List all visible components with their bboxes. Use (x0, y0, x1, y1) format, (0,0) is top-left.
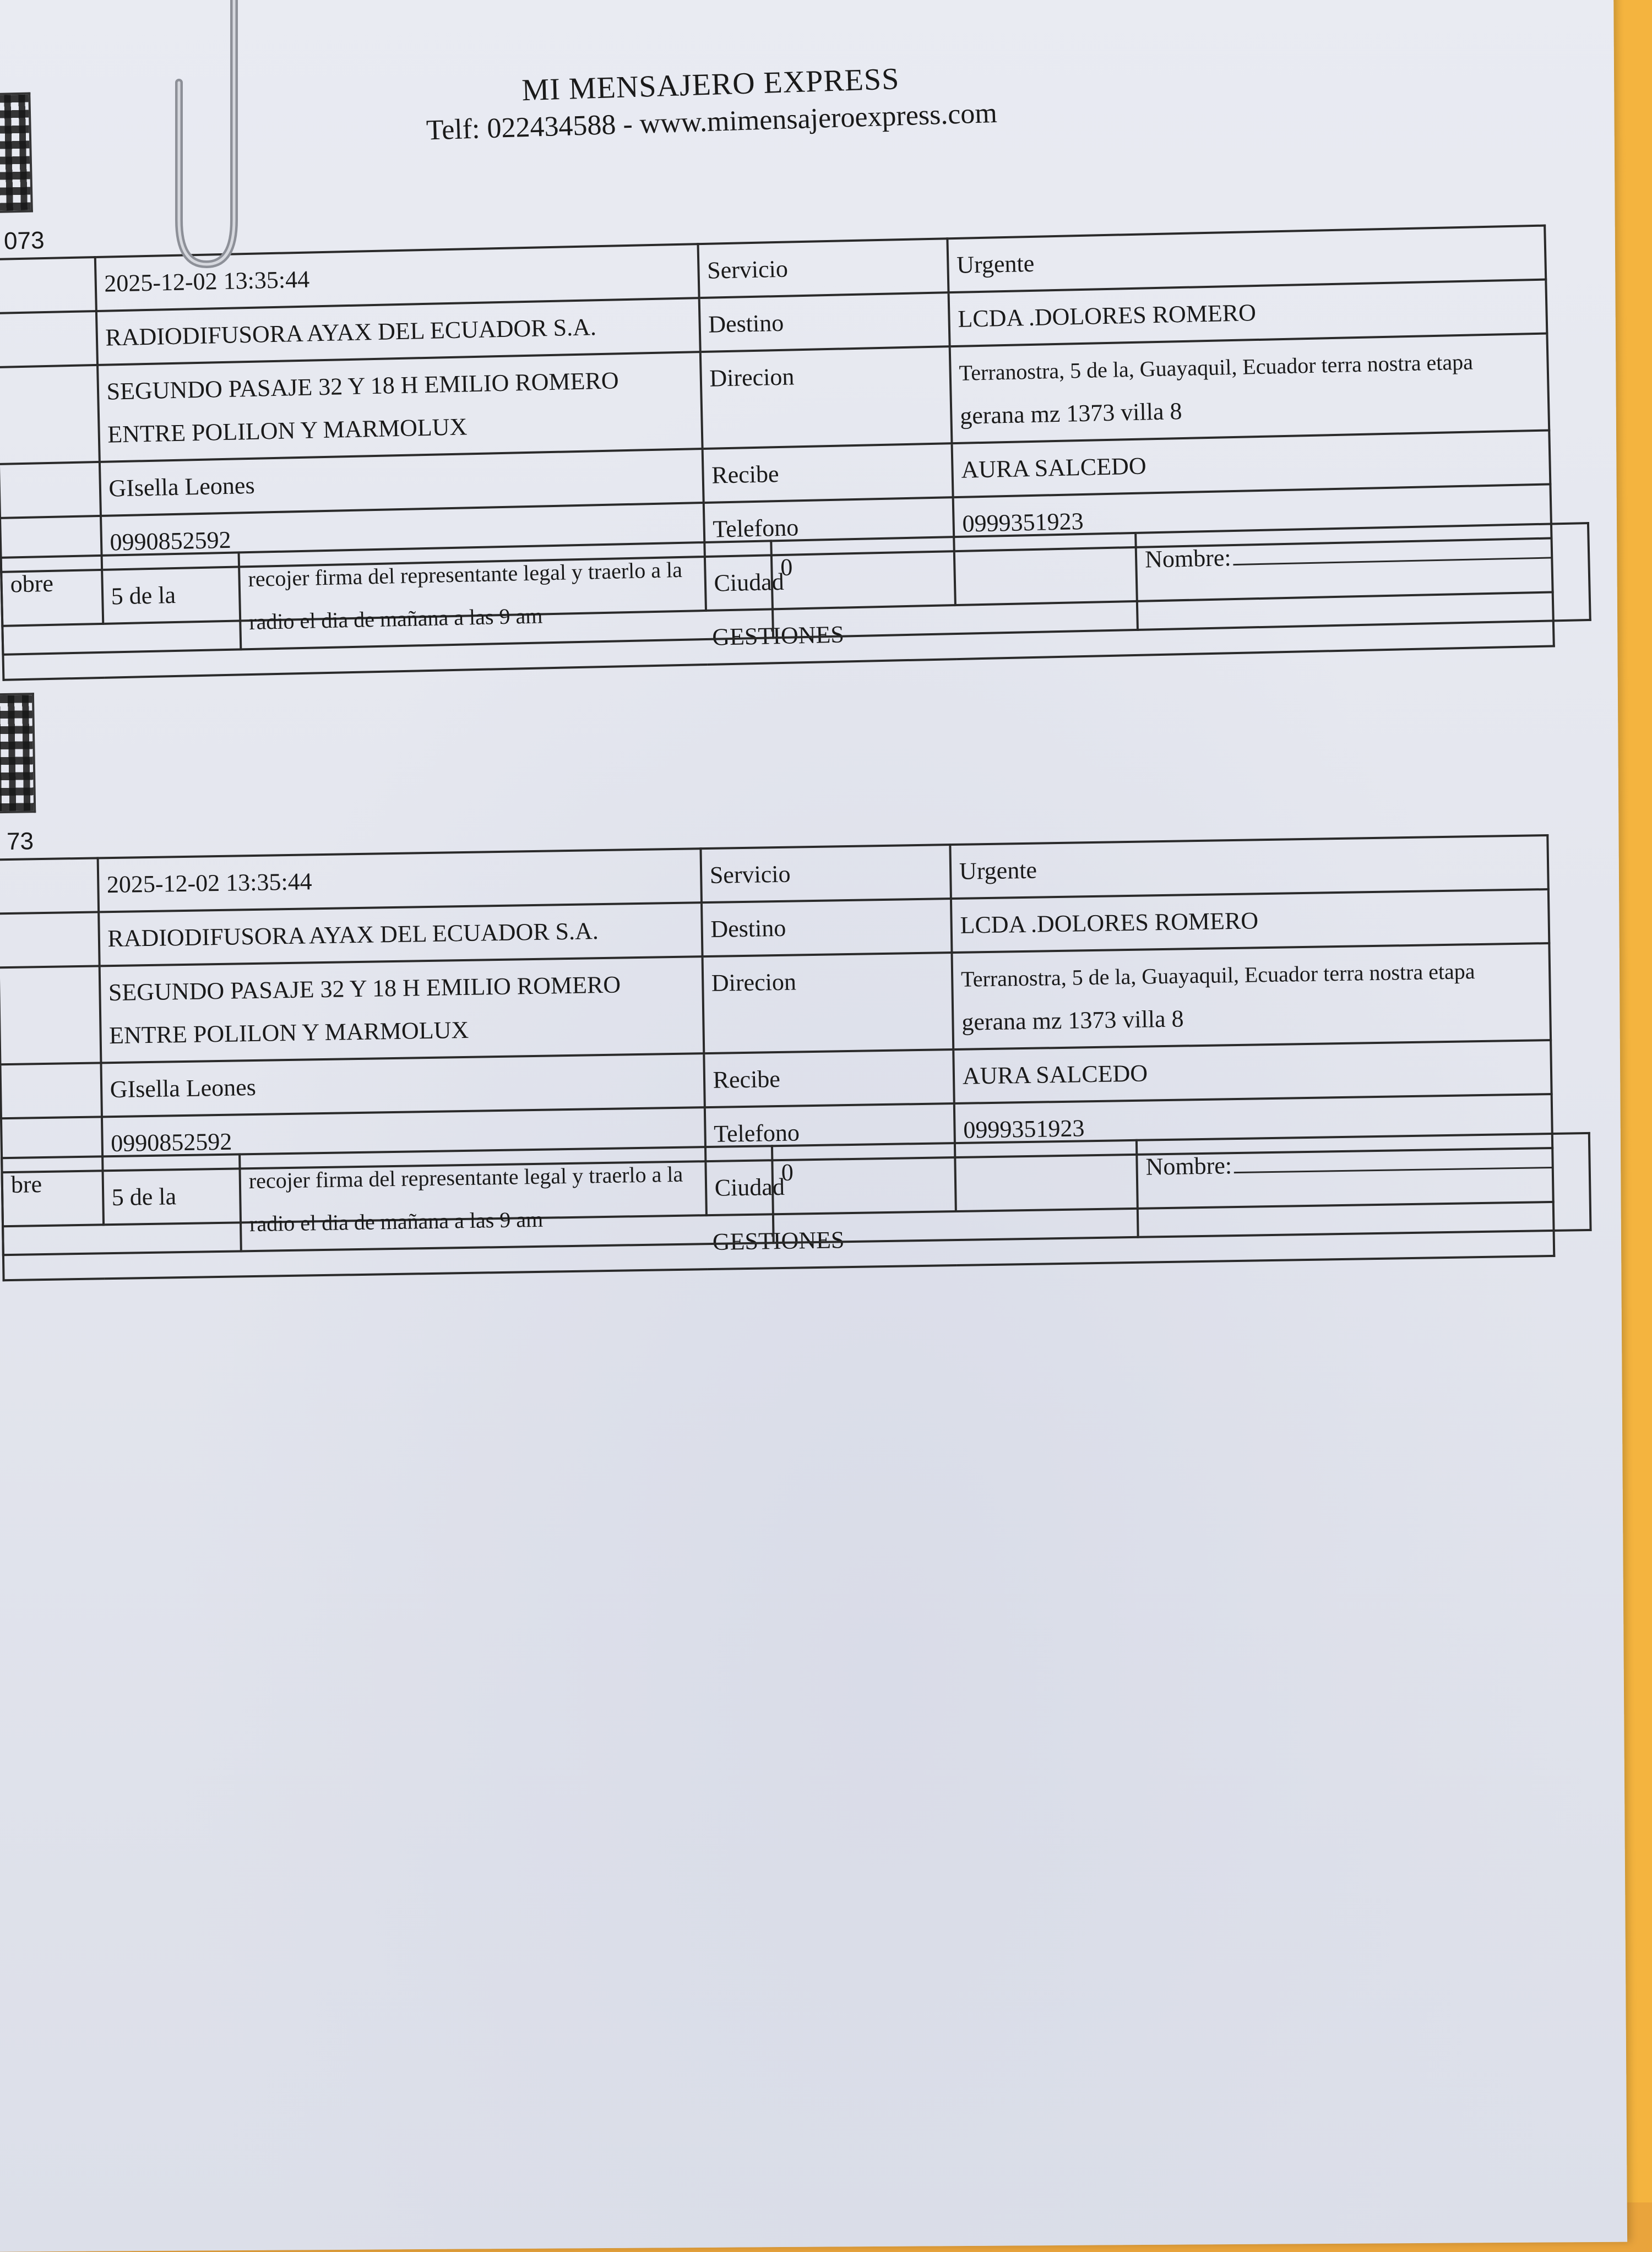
sender-contact: GIsella Leones (99, 449, 703, 516)
recibe-value: AURA SALCEDO (952, 430, 1550, 497)
table-cell (0, 1063, 101, 1118)
sender-address-line-1: SEGUNDO PASAJE 32 Y 18 H EMILIO ROMERO (106, 367, 620, 405)
destino-label: Destino (699, 292, 949, 352)
company-contact: Telf: 022434588 - www.mimensajeroexpress.com (426, 97, 998, 146)
table-cell (0, 462, 101, 518)
sender-address-line-1: SEGUNDO PASAJE 32 Y 18 H EMILIO ROMERO (108, 971, 621, 1007)
sender-name: RADIODIFUSORA AYAX DEL ECUADOR S.A. (96, 298, 700, 365)
gestion-quantity: 0 (771, 533, 1138, 638)
sender-address-line-2: ENTRE POLILON Y MARMOLUX (107, 413, 468, 448)
sender-city: 5 de la (102, 1161, 707, 1225)
sender-city: 5 de la (102, 557, 706, 624)
document-header (352, 56, 1070, 149)
signature-box (1137, 1133, 1591, 1237)
slip-date: 2025-12-02 13:35:44 (97, 848, 702, 912)
table-cell (0, 257, 96, 313)
direccion-value (952, 943, 1551, 1049)
gestion-description-line-1: recojer firma del representante legal y traerlo a la (248, 557, 683, 592)
destino-value: LCDA .DOLORES ROMERO (948, 280, 1547, 347)
direccion-line-2: gerana mz 1373 villa 8 (961, 1005, 1184, 1036)
sender-address-line-2: ENTRE POLILON Y MARMOLUX (108, 1016, 469, 1049)
signature-box (1135, 523, 1590, 630)
qr-code-icon (0, 693, 36, 813)
direccion-line-1: Terranostra, 5 de la, Guayaquil, Ecuador terra nostra etapa (959, 349, 1474, 385)
sender-phone: 0990852592 (101, 1107, 705, 1171)
slip-date: 2025-12-02 13:35:44 (95, 244, 699, 311)
sender-contact: GIsella Leones (101, 1053, 705, 1117)
telefono-label: Telefono (704, 1103, 955, 1161)
telefono-label: Telefono (703, 497, 954, 557)
nombre-label: Nombre: (1144, 544, 1232, 573)
gestion-description-line-1: recojer firma del representante legal y traerlo a la (248, 1161, 683, 1194)
company-name: MI MENSAJERO EXPRESS (521, 62, 900, 108)
destino-value: LCDA .DOLORES ROMERO (951, 889, 1549, 953)
direccion-value (950, 334, 1550, 444)
gestion-description-line-2: radio el dia de mañana a las 9 am (248, 603, 543, 635)
gestion-description-line-2: radio el dia de mañana a las 9 am (249, 1206, 544, 1237)
sender-phone: 0990852592 (101, 503, 705, 570)
nombre-label: Nombre: (1145, 1152, 1232, 1181)
table-cell (0, 912, 99, 967)
direccion-line-1: Terranostra, 5 de la, Guayaquil, Ecuador terra nostra etapa (960, 959, 1475, 992)
sender-name: RADIODIFUSORA AYAX DEL ECUADOR S.A. (99, 902, 703, 966)
direccion-line-2: gerana mz 1373 villa 8 (959, 398, 1182, 429)
gestiones-header: GESTIONES (2, 592, 1553, 679)
gestion-type: bre (2, 1154, 241, 1255)
sender-address (97, 352, 703, 462)
signature-line (1234, 1145, 1554, 1173)
guide-number: 73 (6, 828, 34, 855)
gestion-quantity: 0 (772, 1140, 1138, 1243)
table-cell (0, 858, 99, 913)
destino-label: Destino (702, 899, 952, 956)
ciudad-label: Ciudad (705, 1157, 956, 1215)
ciudad-label: Ciudad (705, 551, 955, 611)
direccion-label: Direcion (700, 346, 952, 449)
telefono-value: 0999351923 (954, 1094, 1552, 1157)
table-cell (0, 311, 97, 367)
gestion-description (239, 541, 774, 649)
gestiones-header: GESTIONES (3, 1202, 1554, 1280)
guide-number: 073 (3, 227, 45, 255)
table-cell (0, 966, 101, 1064)
recibe-label: Recibe (702, 443, 953, 503)
table-cell (0, 365, 99, 464)
recibe-value: AURA SALCEDO (953, 1040, 1551, 1103)
direccion-label: Direcion (702, 953, 953, 1053)
servicio-label: Servicio (700, 845, 951, 902)
paper-clip-icon (165, 0, 248, 286)
servicio-value: Urgente (947, 226, 1546, 293)
sender-address (99, 956, 704, 1063)
recibe-label: Recibe (704, 1049, 954, 1107)
qr-code-icon (0, 93, 33, 214)
gestion-type: obre (1, 552, 241, 654)
telefono-value: 0999351923 (953, 484, 1552, 551)
servicio-value: Urgente (950, 835, 1548, 899)
servicio-label: Servicio (698, 238, 948, 298)
signature-line (1233, 535, 1553, 565)
gestion-description (240, 1146, 774, 1251)
